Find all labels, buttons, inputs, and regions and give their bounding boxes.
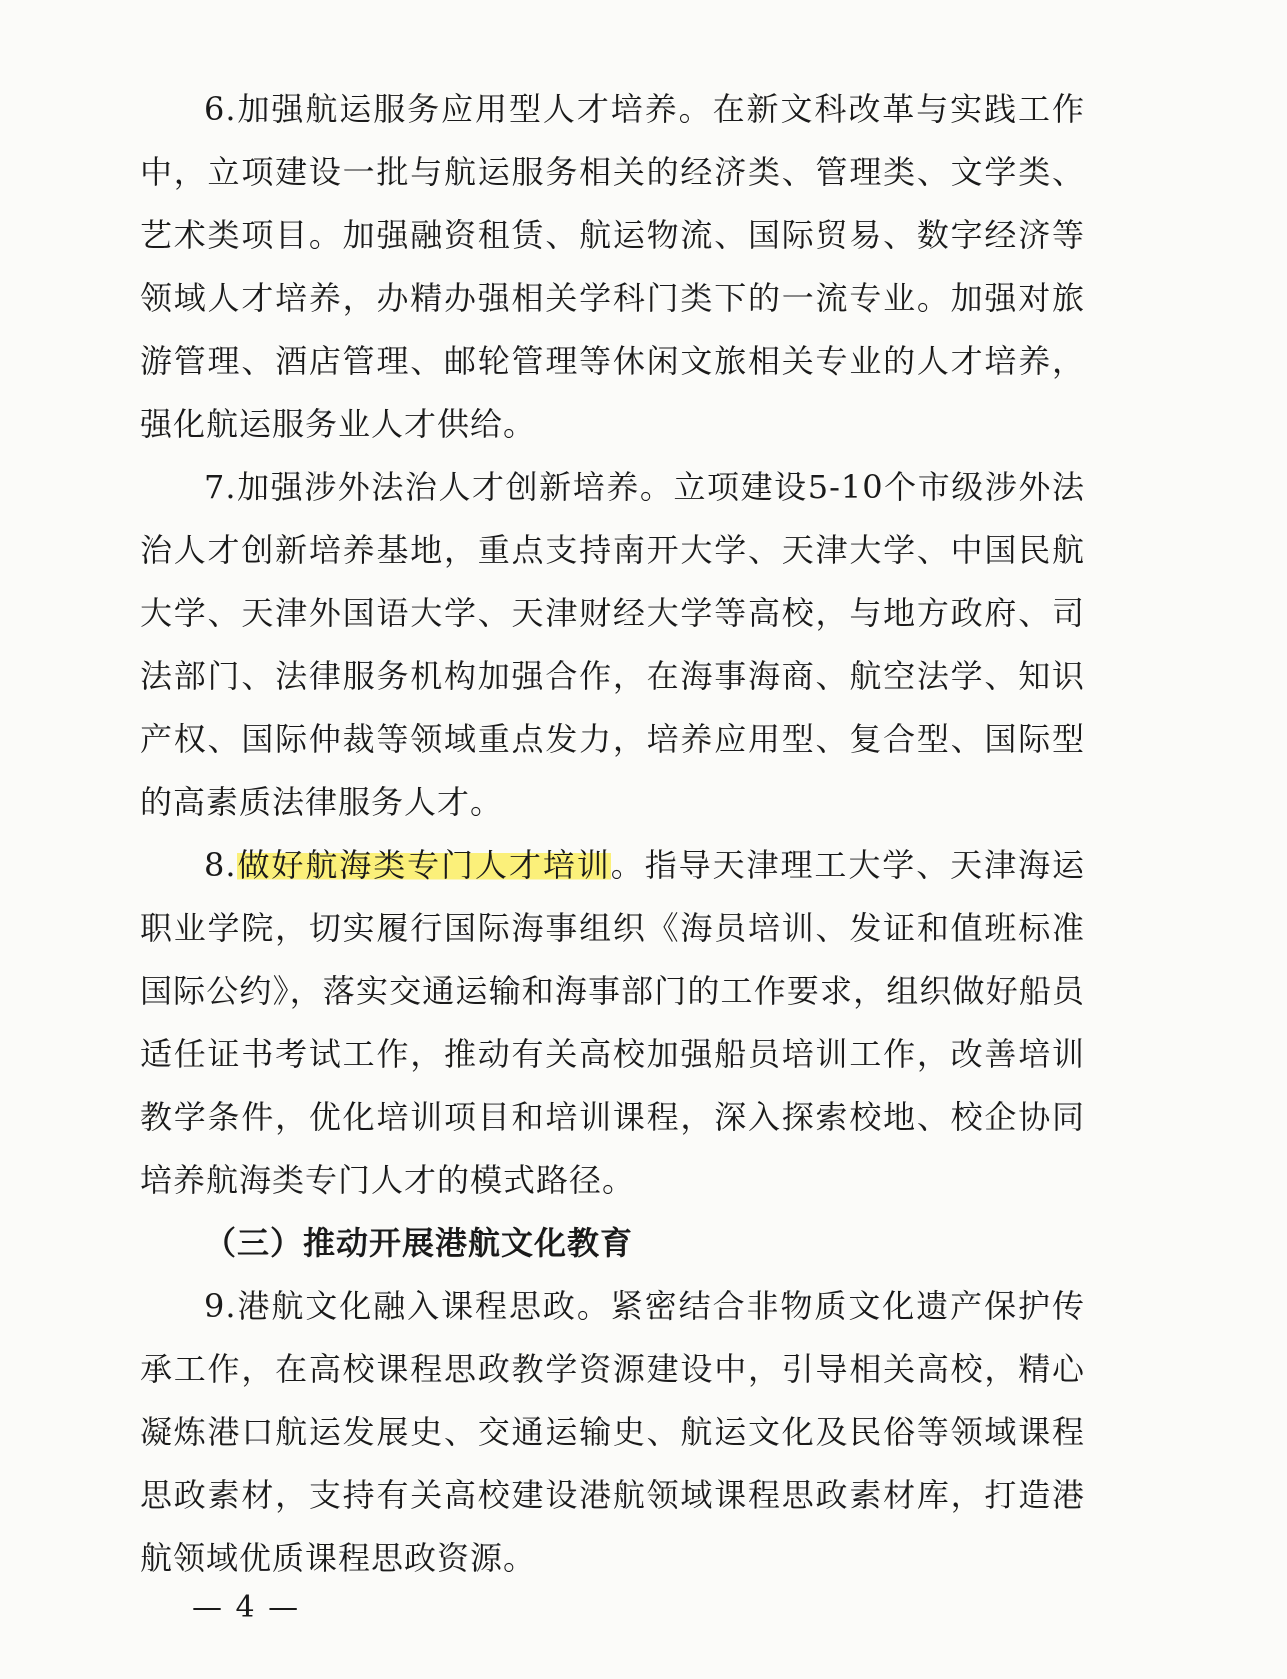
section-heading-3: （三）推动开展港航文化教育 [204,1224,634,1262]
document-body [140,78,1085,1590]
paragraph-6: 6.加强航运服务应用型人才培养。在新文科改革与实践工作中，立项建设一批与航运服务相关的经济类、管理类、文学类、艺术类项目。加强融资租赁、航运物流、国际贸易、数字经济等领域人才培养，办精办强相关学科门类下的一流专业。加强对旅游管理、酒店管理、邮轮管理等休闲文旅相关专业的人才培养，强化航运服务业人才供给。 [140,90,1085,443]
page-number: — 4 — [192,1590,301,1625]
paragraph-8 [140,834,1085,1212]
paragraph-8-rest: 。指导天津理工大学、天津海运职业学院，切实履行国际海事组织《海员培训、发证和值班标准国际公约》，落实交通运输和海事部门的工作要求，组织做好船员适任证书考试工作，推动有关高校加强船员培训工作，改善培训教学条件，优化培训项目和培训课程，深入探索校地、校企协同培养航海类专门人才的模式路径。 [140,846,1085,1199]
paragraph-9: 9.港航文化融入课程思政。紧密结合非物质文化遗产保护传承工作，在高校课程思政教学资源建设中，引导相关高校，精心凝炼港口航运发展史、交通运输史、航运文化及民俗等领域课程思政素材，支持有关高校建设港航领域课程思政素材库，打造港航领域优质课程思政资源。 [140,1287,1085,1577]
paragraph-8-number: 8. [204,846,237,884]
highlighted-phrase: 做好航海类专门人才培训 [236,846,611,884]
paragraph-7: 7.加强涉外法治人才创新培养。立项建设5-10个市级涉外法治人才创新培养基地，重点支持南开大学、天津大学、中国民航大学、天津外国语大学、天津财经大学等高校，与地方政府、司法部门、法律服务机构加强合作，在海事海商、航空法学、知识产权、国际仲裁等领域重点发力，培养应用型、复合型、国际型的高素质法律服务人才。 [140,468,1085,821]
